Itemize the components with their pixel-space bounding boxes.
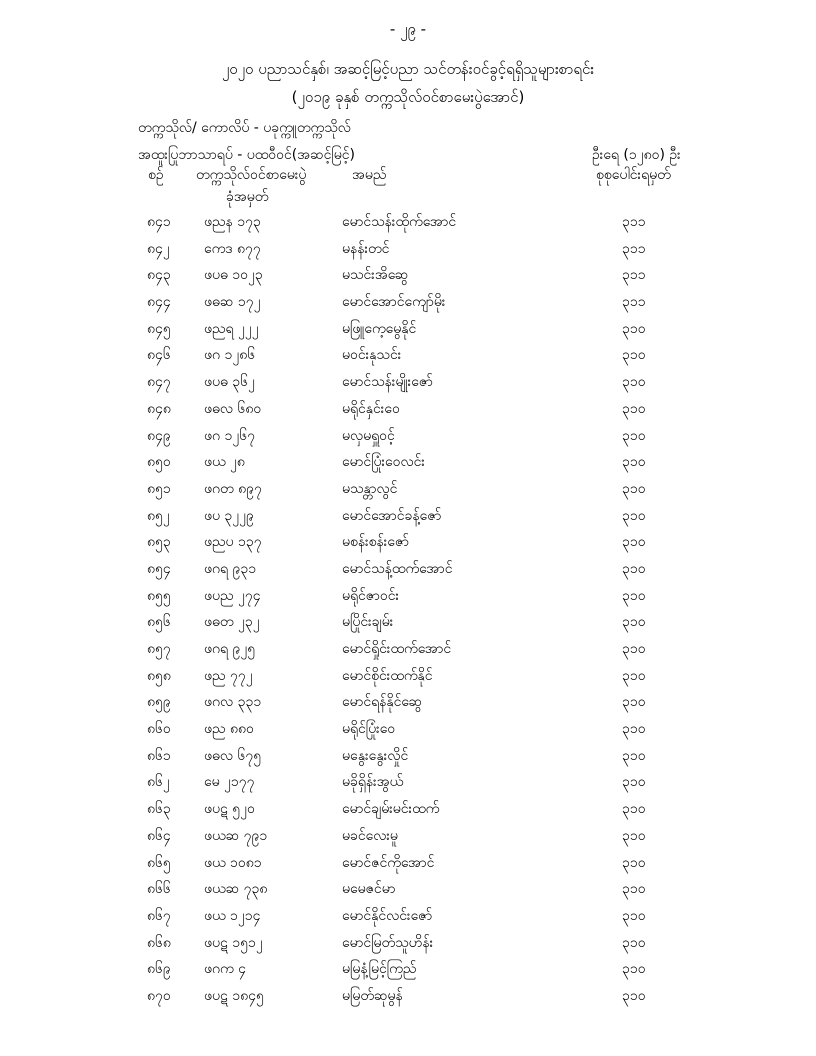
row-roll-number: ဖဂရ ၉၂၅ bbox=[204, 641, 256, 657]
table-row bbox=[0, 768, 816, 795]
row-serial: ၈၆၀ bbox=[147, 721, 171, 738]
row-serial: ၈၇၀ bbox=[147, 987, 171, 1004]
row-name: မရိုင်ဇာဝင်း bbox=[342, 587, 400, 604]
row-name: မဖြူကေ့မွေနိုင် bbox=[342, 320, 417, 337]
table-row bbox=[0, 635, 816, 662]
row-total-marks: ၃၁၀ bbox=[622, 534, 646, 551]
row-total-marks: ၃၁၀ bbox=[622, 454, 646, 471]
row-total-marks: ၃၁၀ bbox=[622, 694, 646, 711]
row-roll-number: ဖပ ၃၂၂၉ bbox=[204, 507, 254, 524]
row-name: မရိုင်ပြုံးဝေ bbox=[342, 721, 396, 738]
row-name: မမြနံ့မြင့်ကြည် bbox=[342, 961, 417, 978]
row-roll-number: ဖဓဆ ၁၇၂ bbox=[204, 294, 261, 311]
row-roll-number: ဖဓလ ၆၈၀ bbox=[204, 400, 262, 417]
row-serial: ၈၆၁ bbox=[147, 747, 171, 764]
row-roll-number: ဖယဆ ၇၃၈ bbox=[204, 881, 268, 898]
row-total-marks: ၃၁၀ bbox=[622, 587, 646, 604]
row-roll-number: ဖည ၇၇၂ bbox=[204, 667, 253, 684]
row-total-marks: ၃၁၀ bbox=[622, 907, 646, 924]
row-serial: ၈၄၄ bbox=[147, 294, 171, 311]
row-total-marks: ၃၁၀ bbox=[622, 320, 646, 337]
table-row bbox=[0, 288, 816, 315]
row-serial: ၈၅၇ bbox=[147, 641, 171, 657]
row-roll-number: ဖဂ ၁၂၈၆ bbox=[204, 347, 256, 364]
row-serial: ၈၄၇ bbox=[147, 374, 171, 391]
row-name: မရိုင်နှင်းဝေ bbox=[342, 400, 400, 417]
table-row bbox=[0, 795, 816, 822]
table-row bbox=[0, 235, 816, 262]
table-row bbox=[0, 929, 816, 956]
row-total-marks: ၃၁၀ bbox=[622, 507, 646, 524]
header-roll-number: တက္ကသိုလ်ဝင်စာမေးပွဲ bbox=[196, 167, 307, 183]
results-table bbox=[0, 208, 816, 1009]
table-row bbox=[0, 688, 816, 715]
row-roll-number: ဖဓတ ၂၃၂ bbox=[204, 614, 260, 631]
row-roll-number: ဖည ၈၈၀ bbox=[204, 721, 254, 738]
table-row bbox=[0, 208, 816, 235]
row-name: မောင်သန်းထိုက်အောင် bbox=[342, 214, 457, 230]
row-name: မောင်စိုင်းထက်နိုင် bbox=[342, 667, 433, 684]
row-total-marks: ၃၁၀ bbox=[622, 881, 646, 898]
row-total-marks: ၃၁၀ bbox=[622, 934, 646, 951]
row-total-marks: ၃၁၀ bbox=[622, 614, 646, 631]
header-name: အမည် bbox=[352, 167, 387, 183]
row-serial: ၈၅၁ bbox=[147, 480, 171, 497]
row-total-marks: ၃၁၁ bbox=[622, 267, 646, 284]
row-serial: ၈၄၆ bbox=[147, 347, 171, 364]
row-name: မနွေးနွေးလှိုင် bbox=[342, 747, 409, 764]
row-roll-number: ဖပဓ ၃၆၂ bbox=[204, 374, 255, 391]
row-roll-number: ဖဂတ ၈၉၇ bbox=[204, 480, 262, 497]
table-row bbox=[0, 368, 816, 395]
row-name: မနန်းတင် bbox=[342, 240, 390, 257]
university-line: တက္ကသိုလ်/ ကောလိပ် - ပခုက္ကူတက္ကသိုလ် bbox=[138, 120, 351, 136]
row-serial: ၈၆၆ bbox=[147, 881, 171, 898]
total-count: ဦးရေ (၁၂၈၀) ဦး bbox=[592, 147, 681, 163]
row-name: မပြိုင်းချမ်း bbox=[342, 614, 394, 631]
row-serial: ၈၆၇ bbox=[147, 907, 171, 924]
header-roll-number-line2: ခုံအမှတ် bbox=[226, 189, 269, 205]
header-serial: စဉ် bbox=[148, 167, 164, 183]
table-row bbox=[0, 875, 816, 902]
major-line: အထူးပြုဘာသာရပ် - ပထဝီဝင်(အဆင့်မြင့်) bbox=[138, 147, 355, 163]
row-name: မောင်မြတ်သူဟိန်း bbox=[342, 934, 434, 951]
row-total-marks: ၃၁၀ bbox=[622, 987, 646, 1004]
row-roll-number: ဖပဓ ၁၀၂၃ bbox=[204, 267, 263, 284]
table-row bbox=[0, 528, 816, 555]
page-number: - ၂၉ - bbox=[389, 20, 427, 38]
row-name: မောင်သန့်ထက်အောင် bbox=[342, 560, 453, 577]
row-total-marks: ၃၁၀ bbox=[622, 721, 646, 738]
table-row bbox=[0, 502, 816, 529]
row-serial: ၈၅၄ bbox=[147, 560, 171, 577]
row-roll-number: မေ ၂၁၇၇ bbox=[204, 774, 255, 791]
row-name: မစန်းစန်းဇော် bbox=[342, 534, 410, 551]
document-title: ၂၀၂၀ ပညာသင်နှစ်၊ အဆင့်မြင့်ပညာ သင်တန်းဝင်ခွင့်ရရှိသူများစာရင်း bbox=[221, 60, 595, 78]
row-name: မမြတ်ဆုမွန် bbox=[342, 987, 403, 1004]
row-total-marks: ၃၁၀ bbox=[622, 801, 646, 818]
row-serial: ၈၅၉ bbox=[147, 694, 171, 711]
row-total-marks: ၃၁၁ bbox=[622, 240, 646, 257]
table-row bbox=[0, 715, 816, 742]
table-row bbox=[0, 475, 816, 502]
row-roll-number: ဖပဋ ၁၈၄၅ bbox=[204, 987, 264, 1004]
table-row bbox=[0, 315, 816, 342]
row-name: မခိုရှိန်းအွယ် bbox=[342, 774, 404, 791]
row-total-marks: ၃၁၀ bbox=[622, 854, 646, 871]
row-name: မောင်ဇင်ကိုအောင် bbox=[342, 854, 435, 871]
row-total-marks: ၃၁၀ bbox=[622, 641, 646, 657]
row-serial: ၈၄၁ bbox=[147, 214, 171, 230]
row-total-marks: ၃၁၀ bbox=[622, 480, 646, 497]
table-row bbox=[0, 849, 816, 876]
row-name: မောင်ချမ်းမင်းထက် bbox=[342, 801, 440, 818]
table-row bbox=[0, 662, 816, 689]
row-total-marks: ၃၁၀ bbox=[622, 667, 646, 684]
row-total-marks: ၃၁၀ bbox=[622, 827, 646, 844]
row-total-marks: ၃၁၀ bbox=[622, 374, 646, 391]
table-row bbox=[0, 341, 816, 368]
row-name: မောင်အောင်ကျော်မိုး bbox=[342, 294, 446, 311]
header-total-marks: စုစုပေါင်းရမှတ် bbox=[596, 167, 671, 183]
row-serial: ၈၄၅ bbox=[147, 320, 171, 337]
table-row bbox=[0, 582, 816, 609]
row-serial: ၈၆၉ bbox=[147, 961, 171, 978]
row-roll-number: ဖပဋ ၅၂၀ bbox=[204, 801, 255, 818]
row-total-marks: ၃၁၀ bbox=[622, 347, 646, 364]
row-roll-number: ဖဂ ၁၂၆၇ bbox=[204, 427, 255, 444]
row-total-marks: ၃၁၀ bbox=[622, 560, 646, 577]
row-name: မောင်နိုင်လင်းဇော် bbox=[342, 907, 433, 924]
row-total-marks: ၃၁၀ bbox=[622, 427, 646, 444]
row-roll-number: ဖပည ၂၇၄ bbox=[204, 587, 261, 604]
row-total-marks: ၃၁၁ bbox=[622, 294, 646, 311]
table-row bbox=[0, 555, 816, 582]
row-total-marks: ၃၁၀ bbox=[622, 747, 646, 764]
table-row bbox=[0, 982, 816, 1009]
document-subtitle: (၂၀၁၉ ခုနှစ် တက္ကသိုလ်ဝင်စာမေးပွဲအောင်) bbox=[291, 88, 525, 106]
row-roll-number: ဖညပ ၁၃၇ bbox=[204, 534, 262, 551]
row-serial: ၈၆၃ bbox=[147, 801, 171, 818]
row-serial: ၈၆၄ bbox=[147, 827, 171, 844]
row-serial: ၈၆၅ bbox=[147, 854, 171, 871]
row-total-marks: ၃၁၀ bbox=[622, 961, 646, 978]
row-total-marks: ၃၁၀ bbox=[622, 400, 646, 417]
row-serial: ၈၅၈ bbox=[147, 667, 171, 684]
row-name: မသင်းအိဆွေ bbox=[342, 267, 409, 284]
row-total-marks: ၃၁၀ bbox=[622, 774, 646, 791]
row-name: မသန္တာလွင် bbox=[342, 480, 398, 497]
table-row bbox=[0, 261, 816, 288]
row-roll-number: ဖယ ၂၈ bbox=[204, 454, 245, 471]
row-name: မောင်အောင်ခန့်ဇော် bbox=[342, 507, 442, 524]
row-roll-number: ဖဓလ ၆၇၅ bbox=[204, 747, 262, 764]
row-roll-number: ဖဂက ၄ bbox=[204, 961, 247, 978]
row-roll-number: ဖညန ၁၇၃ bbox=[204, 214, 261, 230]
row-roll-number: ဖညရ ၂၂၂ bbox=[204, 320, 259, 337]
table-row bbox=[0, 822, 816, 849]
table-row bbox=[0, 608, 816, 635]
row-serial: ၈၆၈ bbox=[147, 934, 171, 951]
row-serial: ၈၅၀ bbox=[147, 454, 171, 471]
table-row bbox=[0, 742, 816, 769]
table-row bbox=[0, 395, 816, 422]
row-name: မောင်ရှိုင်းထက်အောင် bbox=[342, 641, 452, 657]
row-serial: ၈၅၃ bbox=[147, 534, 171, 551]
row-roll-number: ဖပဋ ၁၅၁၂ bbox=[204, 934, 263, 951]
row-serial: ၈၄၃ bbox=[147, 267, 171, 284]
row-name: မလှမရှူဝင့် bbox=[342, 427, 395, 444]
table-row bbox=[0, 422, 816, 449]
row-roll-number: ဖယ ၁၂၁၄ bbox=[204, 907, 261, 924]
table-row bbox=[0, 955, 816, 982]
row-serial: ၈၄၈ bbox=[147, 400, 171, 417]
row-roll-number: ဖယဆ ၇၉၁ bbox=[204, 827, 268, 844]
row-roll-number: ဖဂရ ၉၃၁ bbox=[204, 560, 257, 577]
row-serial: ၈၅၅ bbox=[147, 587, 171, 604]
row-serial: ၈၄၂ bbox=[147, 240, 170, 257]
table-row bbox=[0, 902, 816, 929]
row-name: မောင်သန်းမျိုးဇော် bbox=[342, 374, 433, 391]
row-name: မောင်ရန်နိုင်ဆွေ bbox=[342, 694, 422, 711]
row-serial: ၈၆၂ bbox=[147, 774, 170, 791]
row-total-marks: ၃၁၁ bbox=[622, 214, 646, 230]
row-roll-number: ဖယ ၁၀၈၁ bbox=[204, 854, 262, 871]
row-serial: ၈၅၆ bbox=[147, 614, 171, 631]
row-name: မောင်ပြုံးဝေလင်း bbox=[342, 454, 425, 471]
table-row bbox=[0, 448, 816, 475]
row-name: မဝင်းနုသင်း bbox=[342, 347, 402, 364]
row-name: မမေဇင်မာ bbox=[342, 881, 396, 898]
row-serial: ၈၅၂ bbox=[147, 507, 170, 524]
row-roll-number: ကေဒ ၈၇၇ bbox=[204, 240, 261, 257]
row-name: မခင်လေးမူ bbox=[342, 827, 398, 844]
row-serial: ၈၄၉ bbox=[147, 427, 171, 444]
row-roll-number: ဖဂလ ၃၃၁ bbox=[204, 694, 262, 711]
